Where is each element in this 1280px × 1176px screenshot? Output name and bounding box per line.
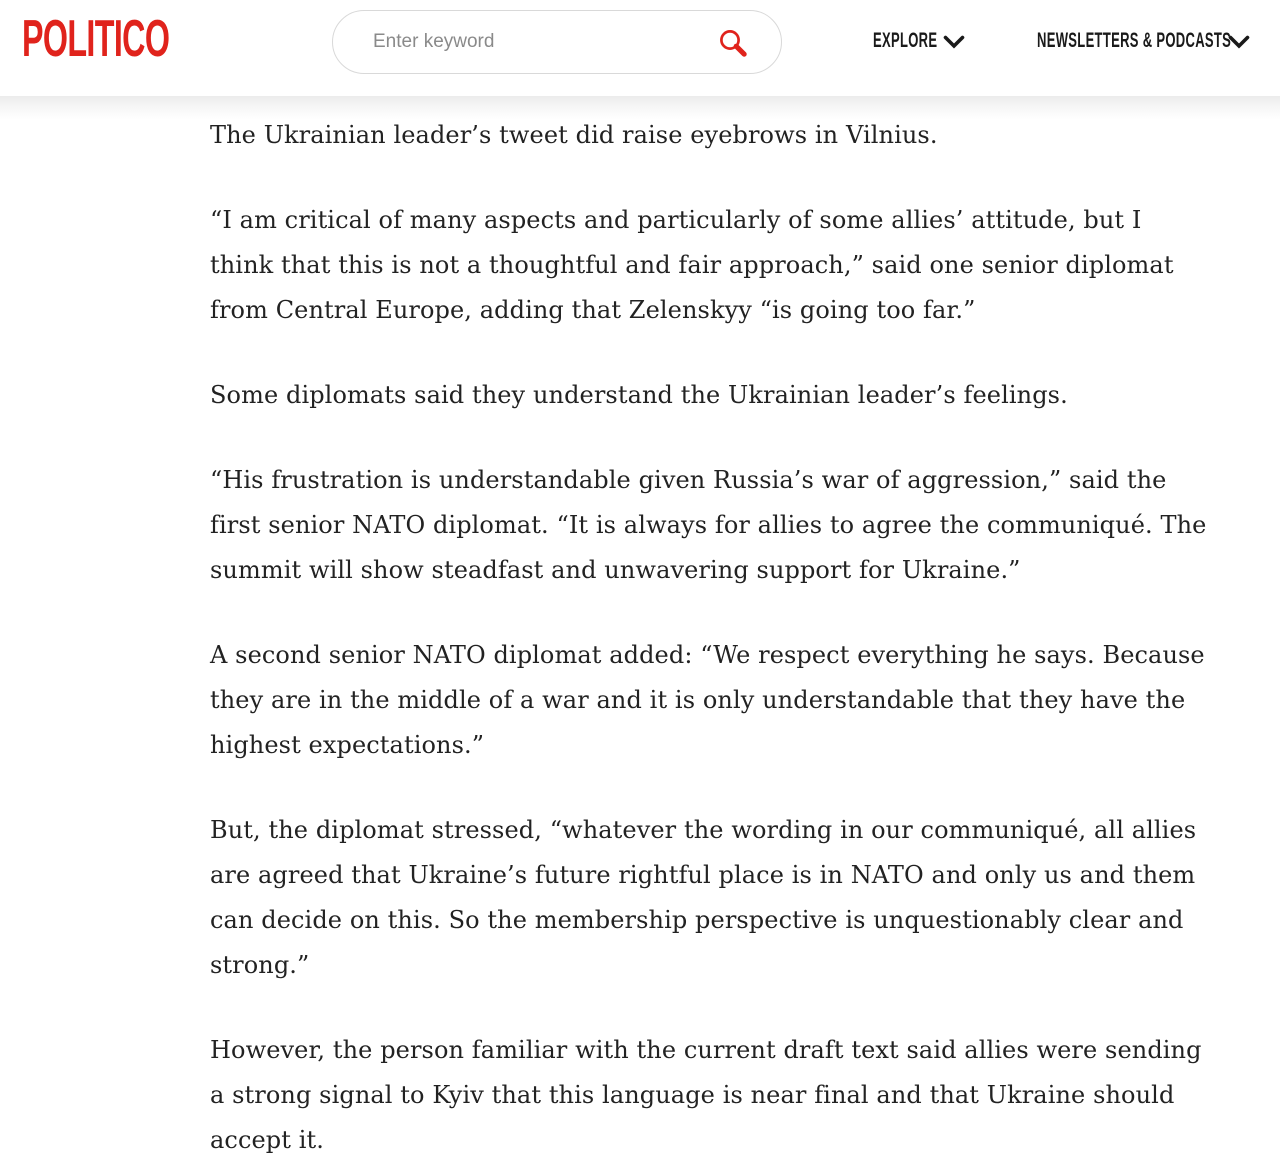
- politico-logo[interactable]: [22, 10, 260, 68]
- nav-item-newsletters-podcasts[interactable]: [1037, 30, 1280, 54]
- article-paragraph: A second senior NATO diplomat added: “We respect everything he says. Because they are in the middle of a war and it is only understandable that they have the highest expectations.”: [210, 641, 1205, 759]
- nav-item-newsletters-podcasts-label: NEWSLETTERS & PODCASTS: [1037, 29, 1232, 52]
- nav-item-explore[interactable]: [873, 30, 977, 54]
- site-header: [0, 0, 1280, 96]
- search-icon: [717, 47, 749, 62]
- article-paragraph: The Ukrainian leader’s tweet did raise eyebrows in Vilnius.: [210, 121, 938, 149]
- search-box[interactable]: [332, 10, 782, 74]
- search-button[interactable]: [717, 27, 749, 59]
- article-paragraph: However, the person familiar with the current draft text said allies were sending a strong signal to Kyiv that this language is near final and that Ukraine should accept it.: [210, 1036, 1202, 1154]
- nav-item-explore-label: EXPLORE: [873, 29, 938, 52]
- article-paragraph: Some diplomats said they understand the Ukrainian leader’s feelings.: [210, 381, 1068, 409]
- chevron-down-icon: [1228, 35, 1250, 54]
- search-input[interactable]: [371, 12, 701, 72]
- article-paragraph: “His frustration is understandable given Russia’s war of aggression,” said the first senior NATO diplomat. “It is always for allies to agree the communiqué. The summit will show steadfast and unwavering support for Ukraine.”: [210, 466, 1207, 584]
- article-paragraph: But, the diplomat stressed, “whatever the wording in our communiqué, all allies are agreed that Ukraine’s future rightful place is in NATO and only us and them can decide on this. So the membership perspective is unquestionably clear and strong.”: [210, 816, 1197, 979]
- chevron-down-icon: [943, 35, 965, 54]
- article-paragraph: “I am critical of many aspects and particularly of some allies’ attitude, but I think that this is not a thoughtful and fair approach,” said one senior diplomat from Central Europe, adding that Zelenskyy “is going too far.”: [210, 206, 1174, 324]
- politico-logo-text: POLITICO: [22, 10, 170, 68]
- article-body: [210, 113, 1210, 1163]
